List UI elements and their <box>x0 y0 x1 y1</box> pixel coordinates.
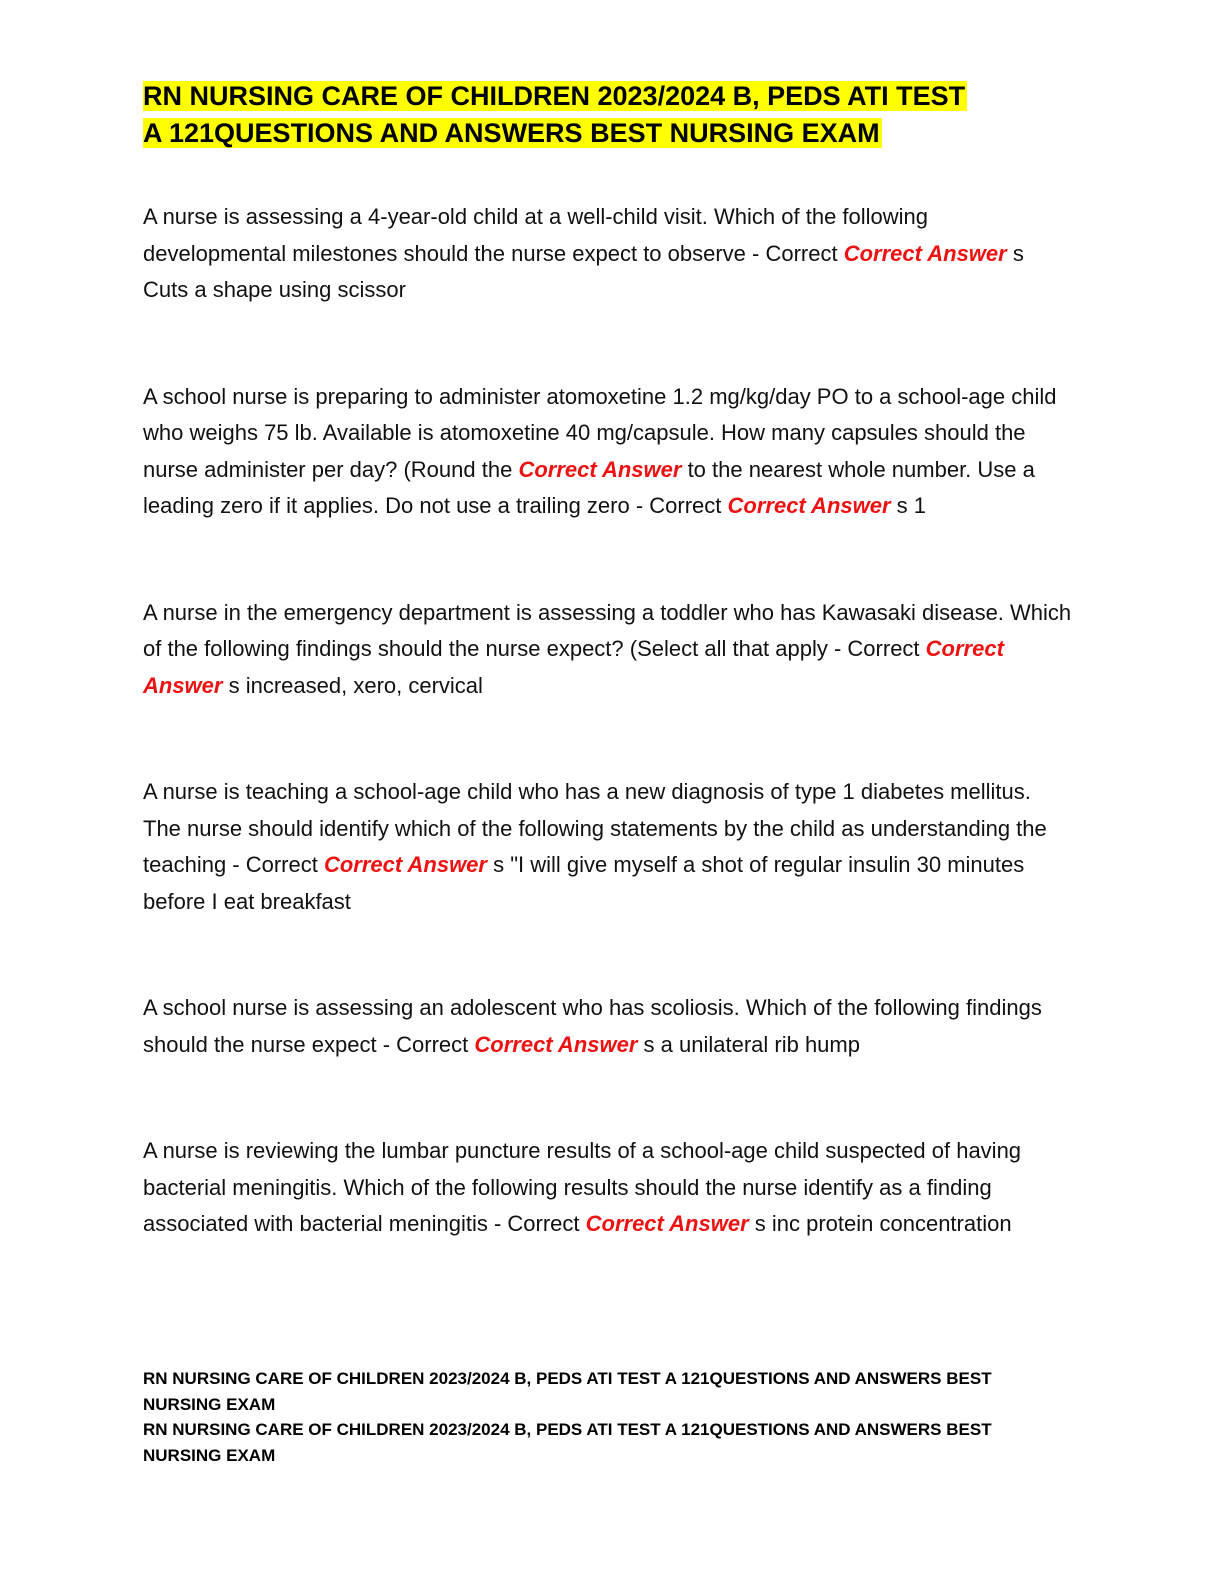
answer-text: inc protein concentration <box>771 1211 1012 1236</box>
answer-text: Cuts a shape using scissor <box>143 277 406 302</box>
qa-item-5 <box>143 990 1073 1063</box>
page-footer <box>143 1366 1073 1468</box>
answer-suffix: s <box>637 1031 661 1057</box>
answer-marker: Correct Answer <box>585 1211 749 1236</box>
answer-suffix: s <box>1006 240 1024 266</box>
answer-suffix: s <box>486 852 511 877</box>
answer-text: 1 <box>913 493 927 518</box>
answer-marker: Correct Answer <box>727 493 891 518</box>
title-line-2: A 121QUESTIONS AND ANSWERS BEST NURSING EXAM <box>143 118 880 148</box>
qa-item-3 <box>143 595 1073 705</box>
answer-text: a unilateral rib hump <box>660 1031 860 1057</box>
answer-suffix: s <box>890 493 914 518</box>
document-title <box>143 78 1073 152</box>
question-text: A school nurse is assessing an adolescent who has scoliosis. Which of the following findings should the nurse expect - Correct <box>143 995 1042 1057</box>
answer-text: "I will give myself a shot of regular insulin 30 minutes before I eat breakfast <box>143 852 1025 914</box>
qa-item-1 <box>143 199 1073 309</box>
footer-line-2: RN NURSING CARE OF CHILDREN 2023/2024 B, PEDS ATI TEST A 121QUESTIONS AND ANSWERS BEST NURSING EXAM <box>143 1420 992 1465</box>
qa-item-6 <box>143 1133 1073 1243</box>
document-page <box>143 78 1073 1243</box>
answer-suffix: s <box>222 672 246 698</box>
question-text: A nurse in the emergency department is assessing a toddler who has Kawasaki disease. Which of the following findings should the nurse expect? (Select all that apply - Correct <box>143 599 1072 661</box>
answer-marker: Correct Answer <box>143 636 1004 698</box>
question-text: A nurse is reviewing the lumbar puncture results of a school-age child suspected of having bacterial meningitis. Which of the following results should the nurse identify as a finding associated with bacterial meningitis - Correct <box>143 1138 1022 1236</box>
question-text: A school nurse is preparing to administer atomoxetine 1.2 mg/kg/day PO to a school-age child who weighs 75 lb. Available is atomoxetine 40 mg/capsule. How many capsules should the nurse administer per day? (Round the <box>143 383 1057 482</box>
answer-marker: Correct Answer <box>843 240 1007 266</box>
title-line-1: RN NURSING CARE OF CHILDREN 2023/2024 B, PEDS ATI TEST <box>143 81 966 111</box>
qa-item-2 <box>143 379 1073 525</box>
question-text: A nurse is assessing a 4-year-old child at a well-child visit. Which of the following developmental milestones should the nurse expect to observe - Correct <box>143 204 929 266</box>
answer-marker: Correct Answer <box>323 852 487 877</box>
answer-marker: Correct Answer <box>474 1031 638 1057</box>
question-text-continued: to the nearest whole number. Use a leading zero if it applies. Do not use a trailing zero - Correct <box>143 456 1035 518</box>
inline-answer-marker: Correct Answer <box>518 456 682 482</box>
answer-suffix: s <box>748 1211 772 1236</box>
footer-line-1: RN NURSING CARE OF CHILDREN 2023/2024 B, PEDS ATI TEST A 121QUESTIONS AND ANSWERS BEST NURSING EXAM <box>143 1369 992 1414</box>
qa-item-4 <box>143 774 1073 920</box>
question-text: A nurse is teaching a school-age child who has a new diagnosis of type 1 diabetes mellitus. The nurse should identify which of the following statements by the child as understanding the teaching - Correct <box>143 779 1047 877</box>
answer-text: increased, xero, cervical <box>245 672 483 698</box>
